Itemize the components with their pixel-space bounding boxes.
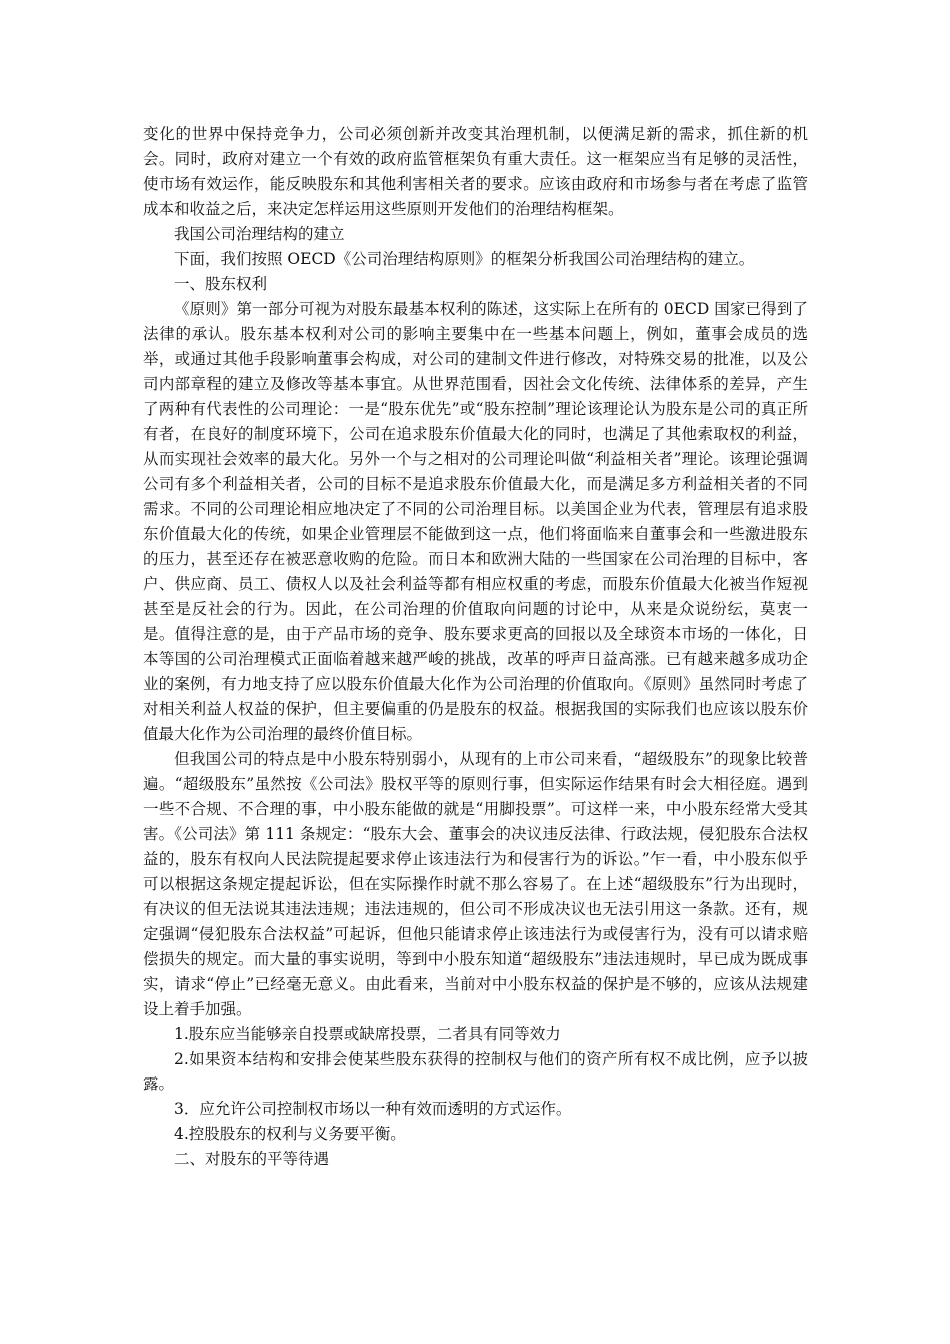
list-item-4: 4.控股股东的权利与义务要平衡。 — [174, 1125, 406, 1143]
paragraph-minority-shareholders: 但我国公司的特点是中小股东特别弱小，从现有的上市公司来看，“超级股东”的现象比较普遍。“超级股东”虽然按《公司法》股权平等的原则行事，但实际运作结果有时会大相径庭。遇到一些不合规、不合理的事，中小股东能做的就是“用脚投票”。可这样一来，中小股东经常大受其害。《公司法》第 111 条规定：“股东大会、董事会的决议违反法律、行政法规，侵犯股东合法权益的，股东有权向人民法院提起要求停止该违法行为和侵害行为的诉讼。”乍一看，中小股东似乎可以根据这条规定提起诉讼，但在实际操作时就不那么容易了。在上述“超级股东”行为出现时，有决议的但无法说其违法违规；违法违规的，但公司不形成决议也无法引用这一条款。还有，规定强调“侵犯股东合法权益”可起诉，但他只能请求停止该违法行为或侵害行为，没有可以请求赔偿损失的规定。而大量的事实说明，等到中小股东知道“超级股东”违法违规时，早已成为既成事实，请求“停止”已经毫无意义。由此看来，当前对中小股东权益的保护是不够的，应该从法规建设上着手加强。 — [143, 750, 808, 1018]
paragraph-intro-continued: 变化的世界中保持竞争力，公司必须创新并改变其治理机制，以便满足新的需求，抓住新的机会。同时，政府对建立一个有效的政府监管框架负有重大责任。这一框架应当有足够的灵活性，使市场有效运作，能反映股东和其他利害相关者的要求。应该由政府和市场参与者在考虑了监管成本和收益之后，来决定怎样运用这些原则开发他们的治理结构框架。 — [143, 125, 808, 218]
section-heading-equal-treatment: 二、对股东的平等待遇 — [174, 1150, 330, 1168]
paragraph-framework-intro: 下面，我们按照 OECD《公司治理结构原则》的框架分析我国公司治理结构的建立。 — [174, 250, 755, 268]
list-item-2: 2.如果资本结构和安排会使某些股东获得的控制权与他们的资产所有权不成比例，应予以披露。 — [143, 1050, 808, 1093]
list-item-3: 3．应允许公司控制权市场以一种有效而透明的方式运作。 — [174, 1100, 572, 1118]
paragraph-principles-part-one: 《原则》第一部分可视为对股东最基本权利的陈述，这实际上在所有的 0ECD 国家已得到了法律的承认。股东基本权利对公司的影响主要集中在一些基本问题上，例如，董事会成员的选举，或通过其他手段影响董事会构成，对公司的建制文件进行修改，对特殊交易的批准，以及公司内部章程的建立及修改等基本事宜。从世界范围看，因社会文化传统、法律体系的差异，产生了两种有代表性的公司理论：一是“股东优先”或“股东控制”理论该理论认为股东是公司的真正所有者，在良好的制度环境下，公司在追求股东价值最大化的同时，也满足了其他索取权的利益，从而实现社会效率的最大化。另外一个与之相对的公司理论叫做“利益相关者”理论。该理论强调公司有多个利益相关者，公司的目标不是追求股东价值最大化，而是满足多方利益相关者的不同需求。不同的公司理论相应地决定了不同的公司治理目标。以美国企业为代表，管理层有追求股东价值最大化的传统，如果企业管理层不能做到这一点，他们将面临来自董事会和一些激进股东的压力，甚至还存在被恶意收购的危险。而日本和欧洲大陆的一些国家在公司治理的目标中，客户、供应商、员工、债权人以及社会利益等都有相应权重的考虑，而股东价值最大化被当作短视甚至是反社会的行为。因此，在公司治理的价值取向问题的讨论中，从来是众说纷纭，莫衷一是。值得注意的是，由于产品市场的竞争、股东要求更高的回报以及全球资本市场的一体化，日本等国的公司治理模式正面临着越来越严峻的挑战，改革的呼声日益高涨。已有越来越多成功企业的案例，有力地支持了应以股东价值最大化作为公司治理的价值取向。《原则》虽然同时考虑了对相关利益人权益的保护，但主要偏重的仍是股东的权益。根据我国的实际我们也应该以股东价值最大化作为公司治理的最终价值目标。 — [143, 300, 808, 743]
section-heading-establishment: 我国公司治理结构的建立 — [174, 225, 345, 243]
section-heading-shareholder-rights: 一、股东权利 — [174, 275, 268, 293]
document-body — [143, 122, 808, 1172]
list-item-1: 1.股东应当能够亲自投票或缺席投票，二者具有同等效力 — [174, 1025, 561, 1043]
